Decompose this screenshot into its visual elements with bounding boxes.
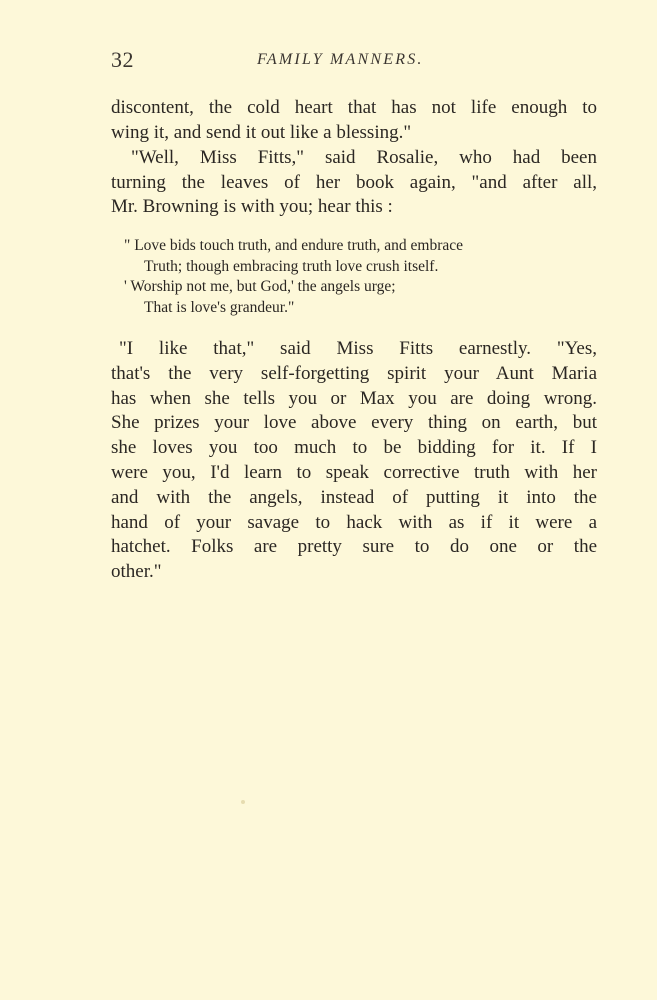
text-line: hatchet. Folks are pretty sure to do one or the	[111, 536, 597, 558]
poem-quotation	[124, 236, 584, 318]
running-title: FAMILY MANNERS.	[257, 51, 424, 68]
text-line: She prizes your love above every thing on earth, but	[111, 412, 597, 434]
text-line: that's the very self-forgetting spirit your Aunt Maria	[111, 362, 597, 384]
text-line: and with the angels, instead of putting it into the	[111, 486, 597, 508]
poem-line: " Love bids touch truth, and endure truth, and embrace	[124, 237, 464, 254]
text-line: hand of your savage to hack with as if it were a	[111, 511, 597, 533]
text-line: "I like that," said Miss Fitts earnestly. "Yes,	[119, 338, 597, 359]
poem-line: That is love's grandeur."	[144, 298, 295, 316]
paragraph-3	[111, 337, 597, 585]
paragraph-1	[111, 96, 597, 145]
text-line: "Well, Miss Fitts," said Rosalie, who had been	[131, 147, 597, 168]
text-line: she loves you too much to be bidding for it. If I	[111, 437, 597, 459]
paragraph-2	[111, 146, 597, 220]
paper-speck	[241, 800, 245, 804]
poem-line: ' Worship not me, but God,' the angels urge;	[124, 278, 396, 295]
text-line: other."	[111, 561, 162, 583]
text-line: discontent, the cold heart that has not life enough to	[111, 97, 597, 118]
text-line: wing it, and send it out like a blessing."	[111, 121, 412, 143]
text-line: Mr. Browning is with you; hear this :	[111, 196, 393, 218]
text-line: turning the leaves of her book again, "and after all,	[111, 171, 597, 193]
text-line: has when she tells you or Max you are doing wrong.	[111, 387, 597, 409]
text-line: were you, I'd learn to speak corrective truth with her	[111, 461, 597, 483]
page-header	[111, 47, 597, 77]
page-number: 32	[111, 47, 134, 72]
poem-line: Truth; though embracing truth love crush itself.	[144, 257, 439, 275]
